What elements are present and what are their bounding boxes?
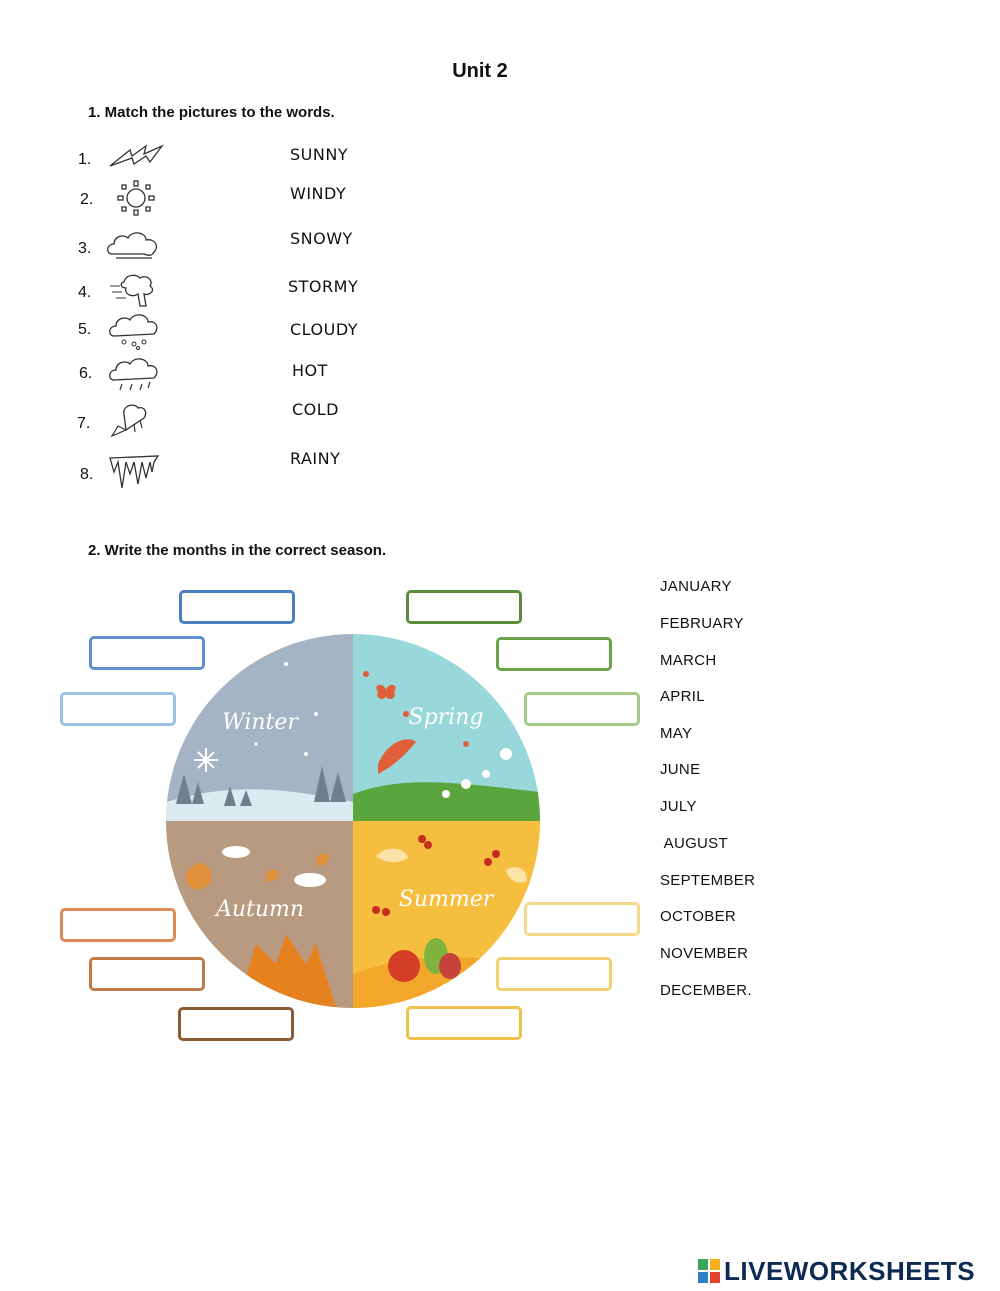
weather-word: SUNNY <box>290 145 349 164</box>
item-number: 1. <box>78 151 92 168</box>
seasons-wheel <box>166 634 540 1008</box>
weather-word: WINDY <box>290 184 347 203</box>
autumn-answer-box[interactable] <box>178 1007 294 1041</box>
liveworksheets-badge-icon <box>698 1259 720 1283</box>
summer-answer-box[interactable] <box>496 957 612 991</box>
month-label: OCTOBER <box>660 908 737 925</box>
month-label: JANUARY <box>660 578 732 595</box>
exercise1-instruction: 1. Match the pictures to the words. <box>88 104 335 121</box>
month-label: AUGUST <box>660 835 728 852</box>
sun-icon <box>106 178 166 218</box>
month-label: MAY <box>660 725 693 742</box>
weather-word: CLOUDY <box>290 320 359 339</box>
month-label: JUNE <box>660 761 701 778</box>
month-label: FEBRUARY <box>660 615 744 632</box>
autumn-answer-box[interactable] <box>60 908 176 942</box>
brand-name: LIVEWORKSHEETS <box>724 1255 976 1286</box>
item-number: 2. <box>80 191 94 208</box>
season-label-autumn: Autumn <box>215 897 305 922</box>
month-label: DECEMBER. <box>660 982 752 999</box>
cloud-icon <box>104 224 164 264</box>
spring-answer-box[interactable] <box>524 692 640 726</box>
weather-word: RAINY <box>290 449 341 468</box>
melting-icecream-icon <box>104 400 164 440</box>
item-number: 5. <box>78 321 92 338</box>
item-number: 4. <box>78 284 92 301</box>
weather-word: COLD <box>292 400 339 419</box>
summer-answer-box[interactable] <box>406 1006 522 1040</box>
month-label: MARCH <box>660 652 717 669</box>
exercise2-instruction: 2. Write the months in the correct season. <box>88 542 387 559</box>
winter-answer-box[interactable] <box>179 590 295 624</box>
item-number: 7. <box>77 415 91 432</box>
liveworksheets-logo <box>698 1257 975 1285</box>
season-label-spring: Spring <box>408 705 484 730</box>
season-label-winter: Winter <box>222 710 298 735</box>
weather-word: STORMY <box>288 277 359 296</box>
page-title: Unit 2 <box>452 60 508 82</box>
spring-answer-box[interactable] <box>406 590 522 624</box>
item-number: 3. <box>78 240 92 257</box>
season-label-summer: Summer <box>398 887 494 912</box>
spring-answer-box[interactable] <box>496 637 612 671</box>
item-number: 6. <box>79 365 93 382</box>
month-label: APRIL <box>660 688 705 705</box>
autumn-answer-box[interactable] <box>89 957 205 991</box>
month-label: SEPTEMBER <box>660 872 756 889</box>
weather-word: HOT <box>292 361 328 380</box>
lightning-icon <box>106 140 166 180</box>
item-number: 8. <box>80 466 94 483</box>
wind-tree-icon <box>106 270 166 310</box>
month-label: NOVEMBER <box>660 945 749 962</box>
weather-word: SNOWY <box>290 229 353 248</box>
winter-answer-box[interactable] <box>89 636 205 670</box>
icicles-icon <box>104 452 164 492</box>
month-label: JULY <box>660 798 697 815</box>
winter-answer-box[interactable] <box>60 692 176 726</box>
snow-cloud-icon <box>104 310 164 350</box>
summer-answer-box[interactable] <box>524 902 640 936</box>
rain-cloud-icon <box>104 354 164 394</box>
